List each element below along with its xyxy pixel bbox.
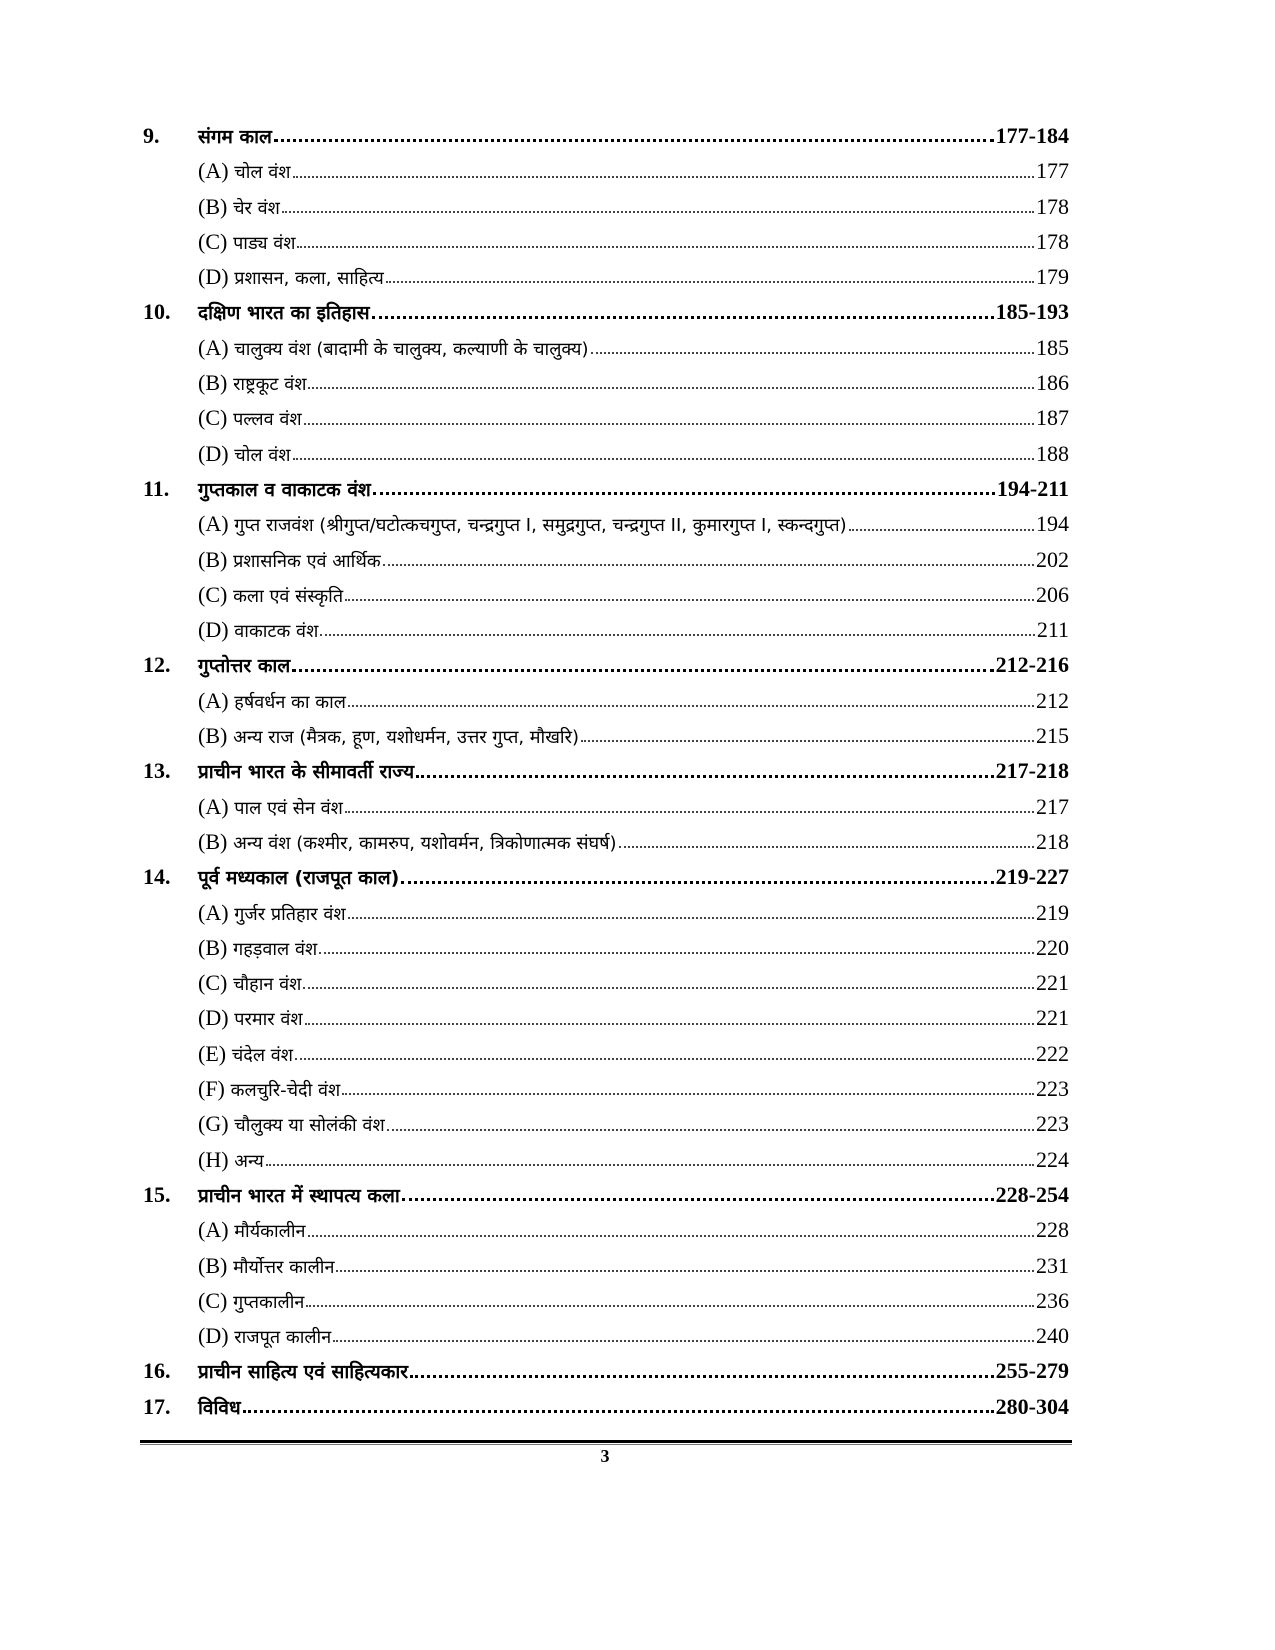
toc-section-row[interactable] <box>143 895 1069 930</box>
toc-section-row[interactable] <box>143 436 1069 471</box>
section-page: 178 <box>1036 228 1069 254</box>
section-label: (A) <box>198 511 229 537</box>
toc-chapter-row[interactable] <box>143 471 1069 506</box>
section-label: (C) <box>198 405 228 431</box>
section-label: (A) <box>198 899 229 925</box>
section-label: (B) <box>198 546 228 572</box>
section-text: गुप्तकालीन <box>233 1291 305 1313</box>
section-page: 221 <box>1036 1005 1069 1031</box>
toc-chapter-row[interactable] <box>143 1177 1069 1212</box>
section-label: (A) <box>198 158 229 184</box>
chapter-number: 10. <box>143 299 171 325</box>
dot-leader <box>401 881 993 884</box>
dot-leader <box>342 1093 1034 1095</box>
section-text: हर्षवर्धन का काल <box>234 691 346 713</box>
toc-section-row[interactable] <box>143 506 1069 541</box>
dot-leader <box>333 1340 1034 1342</box>
section-text: चेर वंश <box>233 197 280 219</box>
section-title[interactable] <box>198 683 346 720</box>
section-label: (D) <box>198 617 229 643</box>
section-label: (C) <box>198 228 228 254</box>
section-text: परमार वंश <box>234 1009 303 1031</box>
section-page: 206 <box>1036 581 1069 607</box>
toc-section-row[interactable] <box>143 1106 1069 1141</box>
dot-leader <box>304 423 1034 425</box>
page-number: 3 <box>600 1446 610 1466</box>
section-text: प्रशासनिक एवं आर्थिक <box>233 550 381 572</box>
dot-leader <box>348 917 1034 919</box>
footer-rule-thin <box>140 1444 1072 1445</box>
toc-chapter-row[interactable] <box>143 118 1069 153</box>
section-text: चोल वंश <box>234 162 291 184</box>
chapter-page-range: 217-218 <box>995 758 1069 784</box>
dot-leader <box>292 669 993 672</box>
chapter-title[interactable]: संगम काल <box>198 126 272 148</box>
section-text: कला एवं संस्कृति <box>233 585 344 607</box>
section-title[interactable] <box>198 224 295 261</box>
section-label: (B) <box>198 723 228 749</box>
section-page: 194 <box>1036 511 1069 537</box>
section-title[interactable] <box>198 259 384 296</box>
chapter-number: 14. <box>143 864 171 890</box>
section-title[interactable] <box>198 1106 385 1143</box>
section-label: (A) <box>198 793 229 819</box>
toc-section-row[interactable] <box>143 1248 1069 1283</box>
section-label: (A) <box>198 687 229 713</box>
chapter-number: 13. <box>143 758 171 784</box>
footer-rule <box>140 1440 1072 1443</box>
section-title[interactable] <box>198 542 381 579</box>
toc-section-row[interactable] <box>143 1318 1069 1353</box>
section-title[interactable] <box>198 789 343 826</box>
section-title[interactable] <box>198 824 617 861</box>
section-label: (D) <box>198 440 229 466</box>
section-page: 231 <box>1036 1252 1069 1278</box>
dot-leader <box>282 211 1034 213</box>
section-label: (G) <box>198 1111 229 1137</box>
chapter-title[interactable]: गुप्तकाल व वाकाटक वंश <box>198 478 371 501</box>
section-page: 185 <box>1036 334 1069 360</box>
chapter-title[interactable]: प्राचीन साहित्य एवं साहित्यकार <box>198 1361 409 1384</box>
dot-leader <box>416 775 994 778</box>
section-title[interactable] <box>198 965 301 1002</box>
section-text: चौहान वंश <box>233 974 302 996</box>
table-of-contents <box>143 118 1069 1424</box>
section-text: चोल वंश <box>234 444 291 466</box>
section-page: 221 <box>1036 970 1069 996</box>
toc-section-row[interactable] <box>143 1283 1069 1318</box>
section-page: 177 <box>1036 158 1069 184</box>
section-title[interactable] <box>198 612 318 649</box>
section-title[interactable] <box>198 577 343 614</box>
chapter-title[interactable]: प्राचीन भारत में स्थापत्य कला <box>198 1184 400 1207</box>
dot-leader <box>386 281 1034 283</box>
chapter-number: 12. <box>143 652 171 678</box>
toc-chapter-row[interactable] <box>143 294 1069 329</box>
chapter-page-range: 177-184 <box>995 123 1069 148</box>
section-title[interactable] <box>198 189 280 226</box>
toc-chapter-row[interactable] <box>143 1353 1069 1388</box>
section-page: 240 <box>1036 1323 1069 1349</box>
section-text: मौर्यकालीन <box>234 1221 306 1243</box>
section-text: पाड्य वंश <box>233 232 296 254</box>
section-title[interactable] <box>198 1071 340 1108</box>
dot-leader <box>293 176 1034 178</box>
chapter-title[interactable]: दक्षिण भारत का इतिहास <box>198 302 370 325</box>
section-page: 228 <box>1036 1217 1069 1243</box>
chapter-page-range: 194-211 <box>996 475 1069 501</box>
toc-section-row[interactable] <box>143 789 1069 824</box>
section-label: (E) <box>198 1040 227 1066</box>
dot-leader <box>305 1023 1034 1025</box>
section-text: चंदेल वंश <box>231 1044 293 1066</box>
toc-section-row[interactable] <box>143 1142 1069 1177</box>
section-title[interactable] <box>198 895 346 932</box>
section-label: (B) <box>198 193 228 219</box>
dot-leader <box>293 458 1034 460</box>
dot-leader <box>320 634 1035 636</box>
chapter-number: 17. <box>143 1393 171 1419</box>
section-text: चौलुक्य या सोलंकी वंश <box>234 1115 385 1137</box>
section-title[interactable] <box>198 930 317 967</box>
section-text: प्रशासन, कला, साहित्य <box>234 268 384 290</box>
dot-leader <box>243 1410 994 1413</box>
toc-section-row[interactable] <box>143 577 1069 612</box>
section-label: (F) <box>198 1076 225 1102</box>
section-label: (B) <box>198 370 228 396</box>
section-text: गुर्जर प्रतिहार वंश <box>234 903 346 925</box>
dot-leader <box>336 1270 1034 1272</box>
section-title[interactable] <box>198 718 579 755</box>
toc-section-row[interactable] <box>143 189 1069 224</box>
section-text: अन्य राज (मैत्रक, हूण, यशोधर्मन, उत्तर गुप्त, मौखरि) <box>233 727 579 749</box>
dot-leader <box>295 1058 1034 1060</box>
section-page: 223 <box>1036 1076 1069 1102</box>
section-text: चालुक्य वंश (बादामी के चालुक्य, कल्याणी के चालुक्य) <box>234 338 589 360</box>
toc-section-row[interactable] <box>143 224 1069 259</box>
section-page: 186 <box>1036 370 1069 396</box>
dot-leader <box>345 599 1034 601</box>
section-page: 187 <box>1036 405 1069 431</box>
section-label: (D) <box>198 1323 229 1349</box>
section-label: (H) <box>198 1146 229 1172</box>
dot-leader <box>387 1129 1034 1131</box>
section-page: 219 <box>1036 899 1069 925</box>
section-page: 224 <box>1036 1146 1069 1172</box>
chapter-number: 15. <box>143 1181 171 1207</box>
dot-leader <box>274 139 994 142</box>
dot-leader <box>372 316 994 319</box>
section-page: 212 <box>1036 687 1069 713</box>
toc-section-row[interactable] <box>143 330 1069 365</box>
section-text: राजपूत कालीन <box>234 1327 332 1349</box>
dot-leader <box>410 1375 994 1378</box>
chapter-page-range: 185-193 <box>995 299 1069 325</box>
section-label: (A) <box>198 334 229 360</box>
section-page: 178 <box>1036 193 1069 219</box>
chapter-page-range: 280-304 <box>995 1393 1069 1419</box>
section-page: 220 <box>1036 934 1069 960</box>
toc-section-row[interactable] <box>143 1036 1069 1071</box>
section-page: 211 <box>1036 617 1069 643</box>
section-label: (C) <box>198 970 228 996</box>
section-page: 222 <box>1036 1040 1069 1066</box>
chapter-title[interactable]: प्राचीन भारत के सीमावर्ती राज्य <box>198 761 415 784</box>
dot-leader <box>345 811 1034 813</box>
toc-section-row[interactable] <box>143 542 1069 577</box>
dot-leader <box>373 492 995 495</box>
section-label: (C) <box>198 1287 228 1313</box>
chapter-number: 11. <box>143 475 170 501</box>
section-text: वाकाटक वंश <box>234 621 319 643</box>
section-label: (D) <box>198 1005 229 1031</box>
section-text: पल्लव वंश <box>233 409 302 431</box>
dot-leader <box>308 387 1034 389</box>
chapter-page-range: 219-227 <box>995 864 1069 890</box>
dot-leader <box>348 705 1034 707</box>
toc-section-row[interactable] <box>143 930 1069 965</box>
toc-section-row[interactable] <box>143 1071 1069 1106</box>
section-title[interactable] <box>198 436 291 473</box>
toc-section-row[interactable] <box>143 612 1069 647</box>
chapter-title[interactable]: गुप्तोत्तर काल <box>198 655 291 678</box>
section-title[interactable] <box>198 506 847 543</box>
section-text: पाल एवं सेन वंश <box>234 797 343 819</box>
section-text: कलचुरि-चेदी वंश <box>230 1080 341 1102</box>
section-page: 223 <box>1036 1111 1069 1137</box>
dot-leader <box>266 1164 1034 1166</box>
toc-section-row[interactable] <box>143 400 1069 435</box>
toc-section-row[interactable] <box>143 1212 1069 1247</box>
dot-leader <box>308 1235 1035 1237</box>
section-page: 188 <box>1036 440 1069 466</box>
toc-section-row[interactable] <box>143 153 1069 188</box>
toc-section-row[interactable] <box>143 365 1069 400</box>
chapter-page-range: 255-279 <box>995 1358 1069 1384</box>
section-page: 236 <box>1036 1287 1069 1313</box>
section-label: (A) <box>198 1217 229 1243</box>
toc-chapter-row[interactable] <box>143 753 1069 788</box>
section-title[interactable] <box>198 1212 306 1249</box>
chapter-number: 16. <box>143 1358 171 1384</box>
section-label: (B) <box>198 1252 228 1278</box>
section-title[interactable] <box>198 1000 303 1037</box>
section-title[interactable] <box>198 330 589 367</box>
toc-section-row[interactable] <box>143 259 1069 294</box>
section-title[interactable] <box>198 1248 334 1285</box>
section-title[interactable] <box>198 1036 293 1073</box>
dot-leader <box>849 529 1034 531</box>
section-title[interactable] <box>198 1318 331 1355</box>
section-label: (B) <box>198 934 228 960</box>
dot-leader <box>402 1198 994 1201</box>
section-page: 215 <box>1036 723 1069 749</box>
section-title[interactable] <box>198 1142 264 1179</box>
dot-leader <box>619 846 1034 848</box>
section-text: अन्य वंश (कश्मीर, कामरुप, यशोवर्मन, त्रिकोणात्मक संघर्ष) <box>233 832 617 854</box>
dot-leader <box>591 352 1034 354</box>
section-title[interactable] <box>198 365 306 402</box>
section-page: 218 <box>1036 828 1069 854</box>
toc-section-row[interactable] <box>143 683 1069 718</box>
toc-chapter-row[interactable] <box>143 647 1069 682</box>
dot-leader <box>319 952 1034 954</box>
toc-chapter-row[interactable] <box>143 859 1069 894</box>
chapter-title[interactable]: पूर्व मध्यकाल (राजपूत काल) <box>198 867 400 890</box>
section-label: (D) <box>198 264 229 290</box>
section-title[interactable] <box>198 1283 304 1320</box>
section-text: गुप्त राजवंश (श्रीगुप्त/घटोत्कचगुप्त, चन्द्रगुप्त I, समुद्रगुप्त, चन्द्रगुप्त II, कुमारगुप्त I, स्कन्दगुप्त) <box>234 515 847 537</box>
section-title[interactable] <box>198 400 302 437</box>
section-page: 202 <box>1036 546 1069 572</box>
section-title[interactable] <box>198 153 291 190</box>
toc-section-row[interactable] <box>143 718 1069 753</box>
dot-leader <box>383 564 1034 566</box>
section-page: 179 <box>1036 264 1069 290</box>
toc-section-row[interactable] <box>143 824 1069 859</box>
chapter-page-range: 212-216 <box>995 652 1069 678</box>
toc-section-row[interactable] <box>143 1000 1069 1035</box>
section-text: राष्ट्रकूट वंश <box>233 374 307 396</box>
chapter-title[interactable]: विविध <box>198 1396 241 1419</box>
section-text: मौर्योत्तर कालीन <box>233 1256 335 1278</box>
dot-leader <box>581 740 1034 742</box>
dot-leader <box>306 1305 1034 1307</box>
dot-leader <box>297 246 1034 248</box>
chapter-number: 9. <box>143 123 160 148</box>
section-text: अन्य <box>234 1150 264 1172</box>
chapter-page-range: 228-254 <box>995 1181 1069 1207</box>
section-page: 217 <box>1036 793 1069 819</box>
section-text: गहड़वाल वंश <box>233 938 318 960</box>
dot-leader <box>303 987 1034 989</box>
section-label: (B) <box>198 828 228 854</box>
toc-chapter-row[interactable] <box>143 1389 1069 1424</box>
toc-section-row[interactable] <box>143 965 1069 1000</box>
section-label: (C) <box>198 581 228 607</box>
